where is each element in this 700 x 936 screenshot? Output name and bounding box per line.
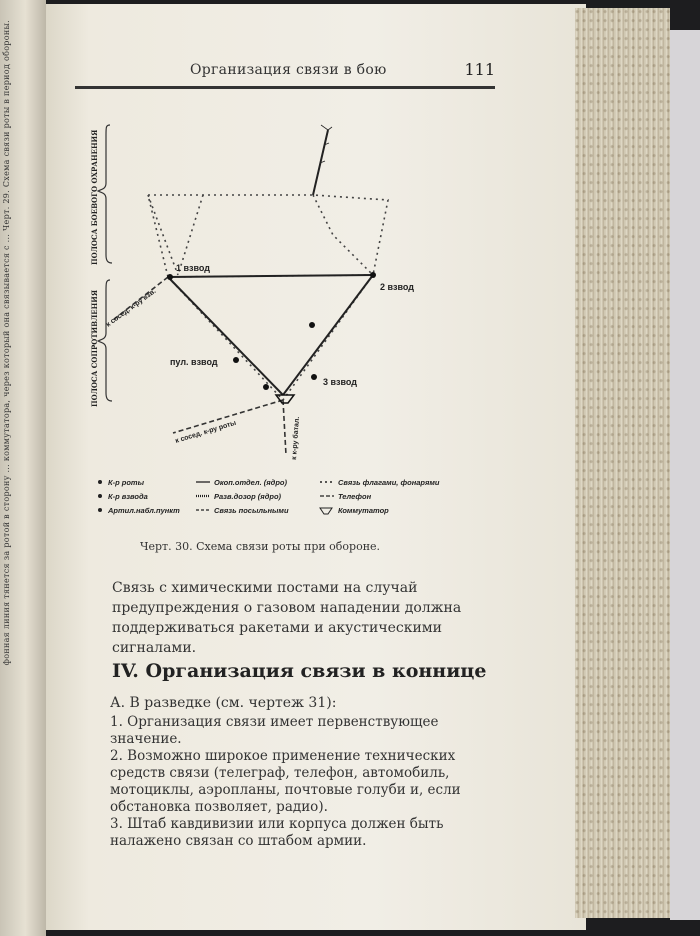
figure-caption: Черт. 30. Схема связи роты при обороне. <box>140 540 381 553</box>
list-item: 2. Возможно широкое применение технических средств связи (телеграф, телефон, автомобиль, мотоциклы, аэропланы, почтовые голуби и, если обстановка позволяет, радио). <box>110 748 461 815</box>
left-page-text: фонная линия тянется за ротой в сторону ... коммутатора, через который она связывается с ... Черт. 29. Схема связи роты в период обороны. <box>2 20 11 666</box>
platoon2-label: 2 взвод <box>380 282 415 292</box>
subheading: А. В разведке (см. чертеж 31): <box>110 695 337 711</box>
communication-diagram <box>88 115 488 530</box>
neighbor-bottom-label: к сосед. к-ру роты <box>174 419 238 445</box>
battalion-label: к к-ру батал. <box>291 416 302 461</box>
running-title: Организация связи в бою <box>190 62 387 78</box>
section-heading: IV. Организация связи в коннице <box>112 660 487 682</box>
legend-platoon: К-р взвода <box>108 492 148 501</box>
legend-telephone: Телефон <box>338 492 372 501</box>
legend-company: К-р роты <box>108 478 145 487</box>
neighbor-left-label: к сосед. к-ру взв. <box>105 287 158 329</box>
platoon3-point <box>311 374 317 380</box>
page-number: 111 <box>464 60 495 79</box>
platoon2-point <box>370 272 376 278</box>
legend-messenger: Связь посыльными <box>214 506 289 515</box>
outpost-lines <box>148 195 388 400</box>
platoon1-label: 1 взвод <box>176 263 211 273</box>
header-rule <box>75 86 495 89</box>
left-page-edge <box>0 0 46 936</box>
zone-combat-label: ПОЛОСА БОЕВОГО ОХРАНЕНИЯ <box>90 129 99 265</box>
platoon1-point <box>167 274 173 280</box>
company-point <box>263 384 269 390</box>
legend <box>98 478 440 515</box>
page-header <box>75 58 495 88</box>
platoon3-label: 3 взвод <box>323 377 358 387</box>
legend-artillery: Артил.набл.пункт <box>108 506 180 515</box>
legend-flags: Связь флагами, фонарями <box>338 478 440 487</box>
legend-switchboard: Коммутатор <box>338 506 389 515</box>
list-item: 3. Штаб кавдивизии или корпуса должен быть налажено связан со штабом армии. <box>110 816 444 849</box>
zone-resist-label: ПОЛОСА СОПРОТИВЛЕНИЯ <box>90 289 99 407</box>
page-fore-edge <box>575 8 670 918</box>
list-item: 1. Организация связи имеет первенствующее значение. <box>110 714 439 747</box>
artillery-point <box>309 322 315 328</box>
right-background <box>670 30 700 920</box>
command-points <box>167 272 376 390</box>
mg-platoon-point <box>233 357 239 363</box>
body-paragraph: Связь с химическими постами на случай предупреждения о газовом нападении должна поддерживаться ракетами и акустическими сигналами. <box>112 580 462 656</box>
legend-patrol: Разв.дозор (ядро) <box>214 492 282 501</box>
legend-trench: Окоп.отдел. (ядро) <box>214 478 287 487</box>
zone-braces <box>98 125 112 401</box>
mg-platoon-label: пул. взвод <box>170 357 218 367</box>
